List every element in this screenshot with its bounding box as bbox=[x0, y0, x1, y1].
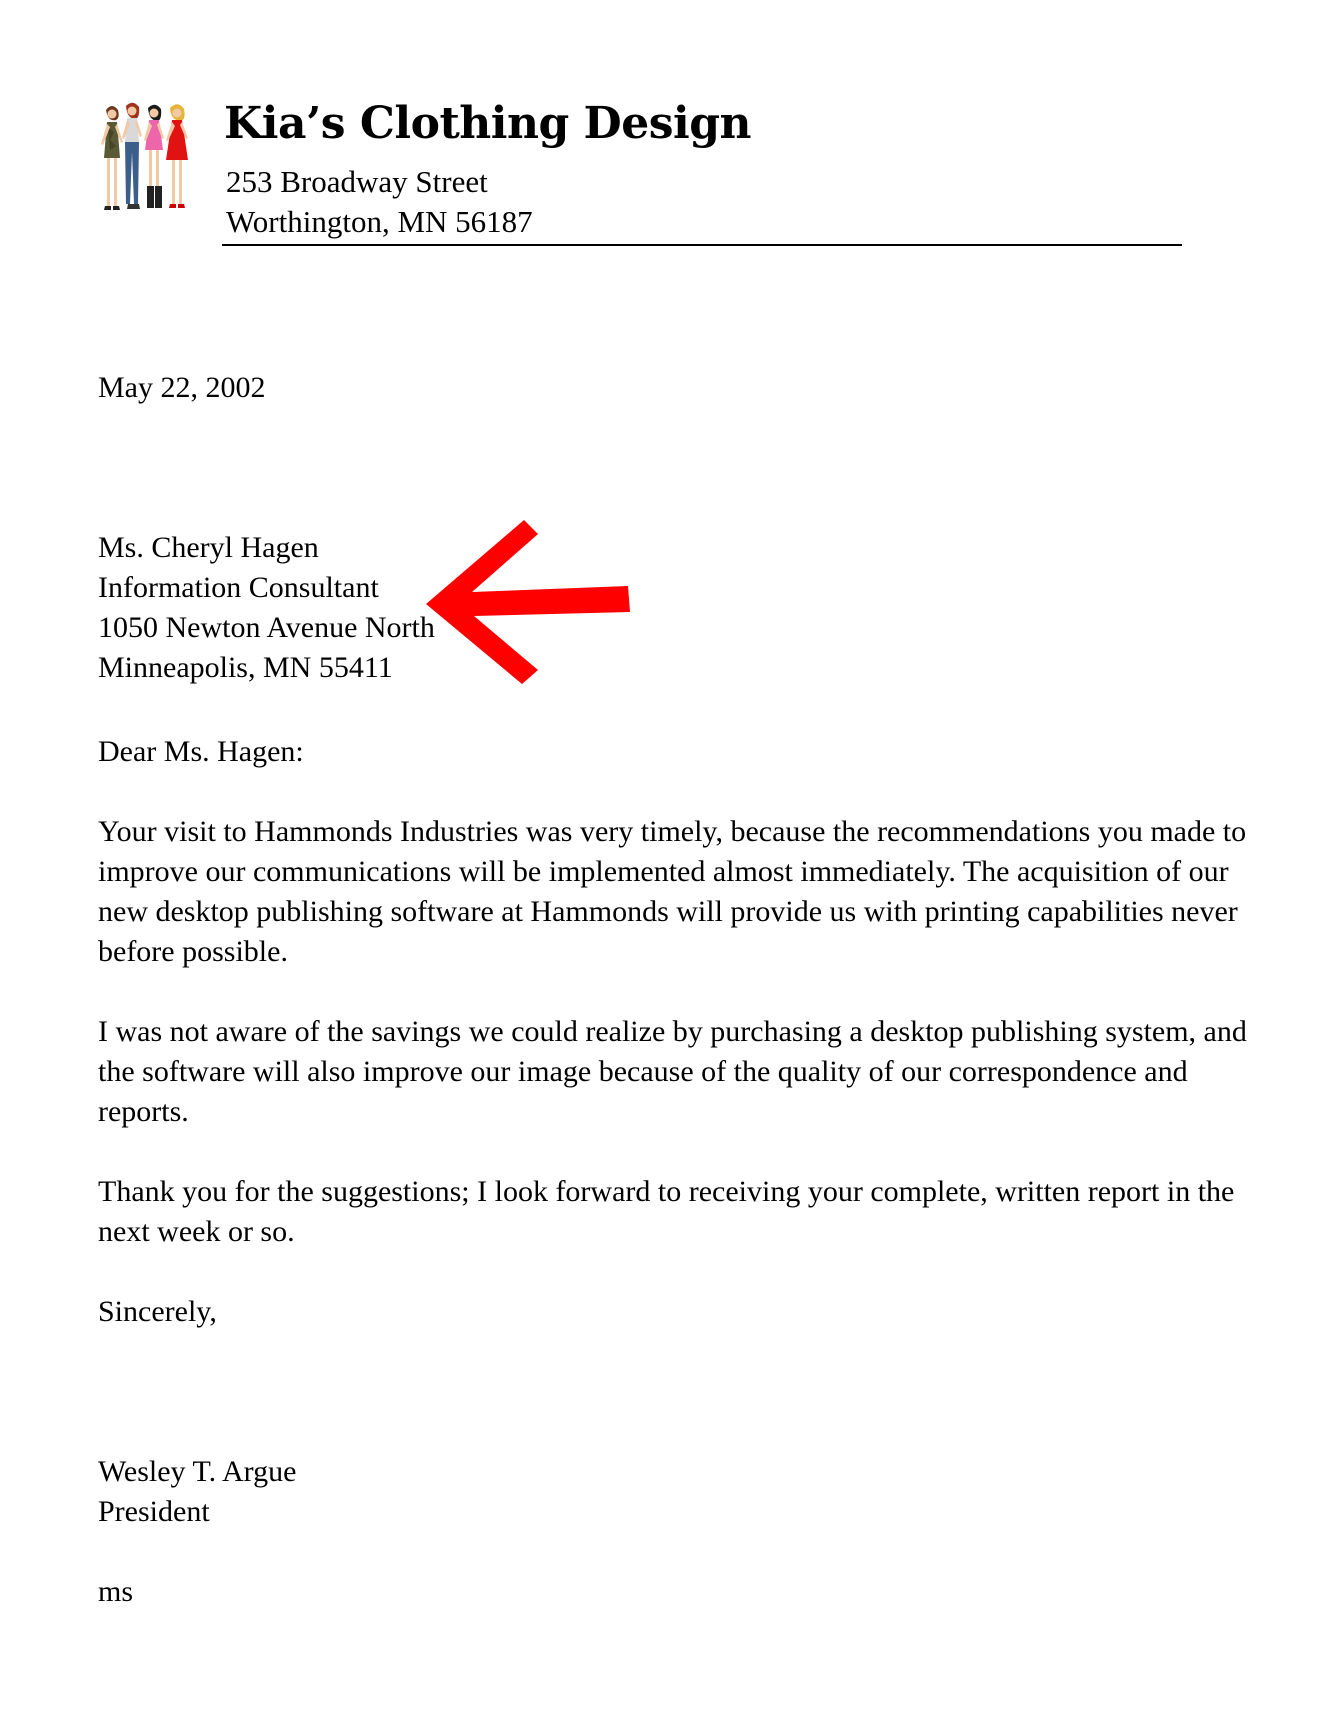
recipient-city-state-zip: Minneapolis, MN 55411 bbox=[98, 651, 393, 684]
letterhead-divider bbox=[222, 244, 1182, 246]
paragraph-line: before possible. bbox=[98, 935, 288, 968]
signer-title: President bbox=[98, 1495, 210, 1528]
recipient-name: Ms. Cheryl Hagen bbox=[98, 531, 319, 564]
paragraph-line: next week or so. bbox=[98, 1215, 295, 1248]
paragraph-line: improve our communications will be implemented almost immediately. The acquisition of our bbox=[98, 855, 1229, 888]
paragraph-line: the software will also improve our image because of the quality of our correspondence and bbox=[98, 1055, 1188, 1088]
four-women-fashion-illustration-icon bbox=[96, 100, 200, 228]
recipient-street: 1050 Newton Avenue North bbox=[98, 611, 435, 644]
paragraph-line: Your visit to Hammonds Industries was very timely, because the recommendations you made to bbox=[98, 815, 1247, 848]
left-arrow-icon bbox=[426, 520, 636, 684]
paragraph-line: Thank you for the suggestions; I look forward to receiving your complete, written report in the bbox=[98, 1175, 1235, 1208]
recipient-title: Information Consultant bbox=[98, 571, 379, 604]
salutation: Dear Ms. Hagen: bbox=[98, 735, 304, 768]
company-street-address: 253 Broadway Street bbox=[226, 164, 488, 199]
closing: Sincerely, bbox=[98, 1295, 217, 1328]
paragraph-line: new desktop publishing software at Hammonds will provide us with printing capabilities never bbox=[98, 895, 1238, 928]
company-name: Kia’s Clothing Design bbox=[224, 98, 751, 149]
paragraph-line: I was not aware of the savings we could realize by purchasing a desktop publishing system, and bbox=[98, 1015, 1247, 1048]
paragraph-line: reports. bbox=[98, 1095, 189, 1128]
company-city-state-zip: Worthington, MN 56187 bbox=[226, 204, 533, 239]
signer-name: Wesley T. Argue bbox=[98, 1455, 297, 1488]
reference-initials: ms bbox=[98, 1575, 134, 1608]
letter-date: May 22, 2002 bbox=[98, 371, 266, 404]
